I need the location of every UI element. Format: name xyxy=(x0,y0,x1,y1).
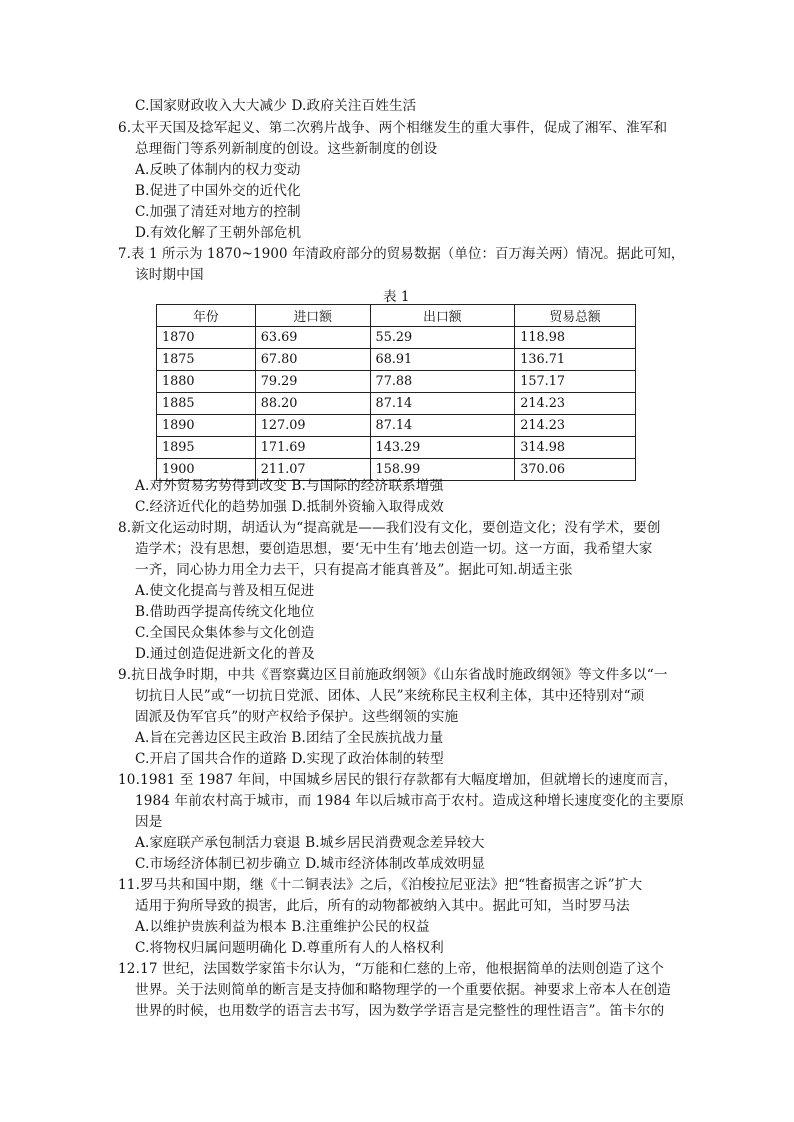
q8-stem-line1: 8.新文化运动时期，胡适认为“提高就是——我们没有文化，要创造文化；没有学术，要创 xyxy=(118,520,661,536)
table-row xyxy=(157,349,636,371)
q8-stem-line3: 一齐，同心协力用全力去干，只有提高才能真普及”。据此可知.胡适主张 xyxy=(135,562,573,578)
q8-stem-line2: 造学术；没有思想，要创造思想，要‘无中生有’地去创造一切。这一方面，我希望大家 xyxy=(135,541,653,557)
table-cell: 171.69 xyxy=(255,437,370,459)
table-caption: 表 1 xyxy=(383,289,410,305)
q6-option-a: A.反映了体制内的权力变动 xyxy=(135,162,301,178)
q9-stem-line2: 切抗日人民”或“一切抗日党派、团体、人民”来统称民主权利主体，其中还特别对“顽 xyxy=(135,688,645,704)
table-cell: 1870 xyxy=(157,327,256,349)
q11-stem-line2: 适用于狗所导致的损害，此后，所有的动物都被纳入其中。据此可知，当时罗马法 xyxy=(135,898,630,914)
table-cell: 1895 xyxy=(157,437,256,459)
table-header-row xyxy=(157,305,636,327)
q7-stem-line1: 7.表 1 所示为 1870~1900 年清政府部分的贸易数据（单位：百万海关两）情况。据此可知， xyxy=(118,246,685,262)
q12-stem-line3: 世界的时候，也用数学的语言去书写，因为数学学语言是完整性的理性语言”。笛卡尔的 xyxy=(135,1003,665,1019)
table-cell: 77.88 xyxy=(370,371,515,393)
table-row xyxy=(157,415,636,437)
table-cell: 55.29 xyxy=(370,327,515,349)
table-cell: 1875 xyxy=(157,349,256,371)
q9-option-cd: C.开启了国共合作的道路 D.实现了政治体制的转型 xyxy=(135,751,444,767)
table-cell: 87.14 xyxy=(370,393,515,415)
table-cell: 214.23 xyxy=(515,415,636,437)
table-cell: 1890 xyxy=(157,415,256,437)
q10-stem-line1: 10.1981 至 1987 年间，中国城乡居民的银行存款都有大幅度增加，但就增长的速度而言， xyxy=(118,772,678,788)
table-cell: 63.69 xyxy=(255,327,370,349)
q9-option-ab: A.旨在完善边区民主政治 B.团结了全民族抗战力量 xyxy=(135,730,444,746)
q6-option-c: C.加强了清廷对地方的控制 xyxy=(135,204,301,220)
q7-option-cd: C.经济近代化的趋势加强 D.抵制外资输入取得成效 xyxy=(135,499,444,515)
q7-option-ab: A.对外贸易劣势得到改变 B.与国际的经济联系增强 xyxy=(135,478,444,494)
table-cell: 87.14 xyxy=(370,415,515,437)
table-header-cell: 年份 xyxy=(157,305,256,327)
table-header-cell: 贸易总额 xyxy=(515,305,636,327)
q6-stem-line1: 6.太平天国及捻军起义、第二次鸦片战争、两个相继发生的重大事件，促成了湘军、淮军和 xyxy=(118,120,668,136)
q8-option-b: B.借助西学提高传统文化地位 xyxy=(135,604,315,620)
table-cell: 67.80 xyxy=(255,349,370,371)
table-cell: 157.17 xyxy=(515,371,636,393)
q10-stem-line3: 因是 xyxy=(135,814,163,830)
table-cell: 1900 xyxy=(157,459,256,481)
table-cell: 214.23 xyxy=(515,393,636,415)
table-cell: 127.09 xyxy=(255,415,370,437)
table-cell: 136.71 xyxy=(515,349,636,371)
q6-option-b: B.促进了中国外交的近代化 xyxy=(135,183,301,199)
table-cell: 211.07 xyxy=(255,459,370,481)
q8-option-d: D.通过创造促进新文化的普及 xyxy=(135,646,315,662)
q10-option-ab: A.家庭联产承包制活力衰退 B.城乡居民消费观念差异较大 xyxy=(135,835,485,851)
table-cell: 143.29 xyxy=(370,437,515,459)
table-cell: 1880 xyxy=(157,371,256,393)
q12-stem-line1: 12.17 世纪，法国数学家笛卡尔认为，“万能和仁慈的上帝，他根据简单的法则创造了这个 xyxy=(118,961,665,977)
table-row xyxy=(157,393,636,415)
table-header-cell: 进口额 xyxy=(255,305,370,327)
table-header-cell: 出口额 xyxy=(370,305,515,327)
table-cell: 1885 xyxy=(157,393,256,415)
q11-option-cd: C.将物权归属问题明确化 D.尊重所有人的人格权利 xyxy=(135,940,444,956)
q6-stem-line2: 总理衙门等系列新制度的创设。这些新制度的创设 xyxy=(135,141,438,157)
q8-option-a: A.使文化提高与普及相互促进 xyxy=(135,583,315,599)
q10-option-cd: C.市场经济体制已初步确立 D.城市经济体制改革成效明显 xyxy=(135,856,486,872)
q7-stem-line2: 该时期中国 xyxy=(135,267,204,283)
table-cell: 314.98 xyxy=(515,437,636,459)
table-cell: 158.99 xyxy=(370,459,515,481)
q9-stem-line1: 9.抗日战争时期，中共《晋察冀边区目前施政纲领》《山东省战时施政纲领》等文件多以“一 xyxy=(118,667,668,683)
table-cell: 370.06 xyxy=(515,459,636,481)
q10-stem-line2: 1984 年前农村高于城市，而 1984 年以后城市高于农村。造成这种增长速度变化的主要原 xyxy=(135,793,685,809)
q9-stem-line3: 固派及伪军官兵”的财产权给予保护。这些纲领的实施 xyxy=(135,709,459,725)
table-row xyxy=(157,437,636,459)
table-cell: 79.29 xyxy=(255,371,370,393)
table-row xyxy=(157,327,636,349)
table-cell: 118.98 xyxy=(515,327,636,349)
q8-option-c: C.全国民众集体参与文化创造 xyxy=(135,625,315,641)
q11-option-ab: A.以维护贵族利益为根本 B.注重维护公民的权益 xyxy=(135,919,430,935)
table-row xyxy=(157,371,636,393)
q12-stem-line2: 世界。关于法则简单的断言是支持伽和略物理学的一个重要依据。神要求上帝本人在创造 xyxy=(135,982,672,998)
q5-option-cd: C.国家财政收入大大减少 D.政府关注百姓生活 xyxy=(135,98,417,114)
table-cell: 68.91 xyxy=(370,349,515,371)
table-cell: 88.20 xyxy=(255,393,370,415)
q11-stem-line1: 11.罗马共和国中期，继《十二铜表法》之后，《泊梭拉尼亚法》把“牲畜损害之诉”扩大 xyxy=(118,877,643,893)
q6-option-d: D.有效化解了王朝外部危机 xyxy=(135,225,302,241)
trade-data-table xyxy=(156,304,636,481)
